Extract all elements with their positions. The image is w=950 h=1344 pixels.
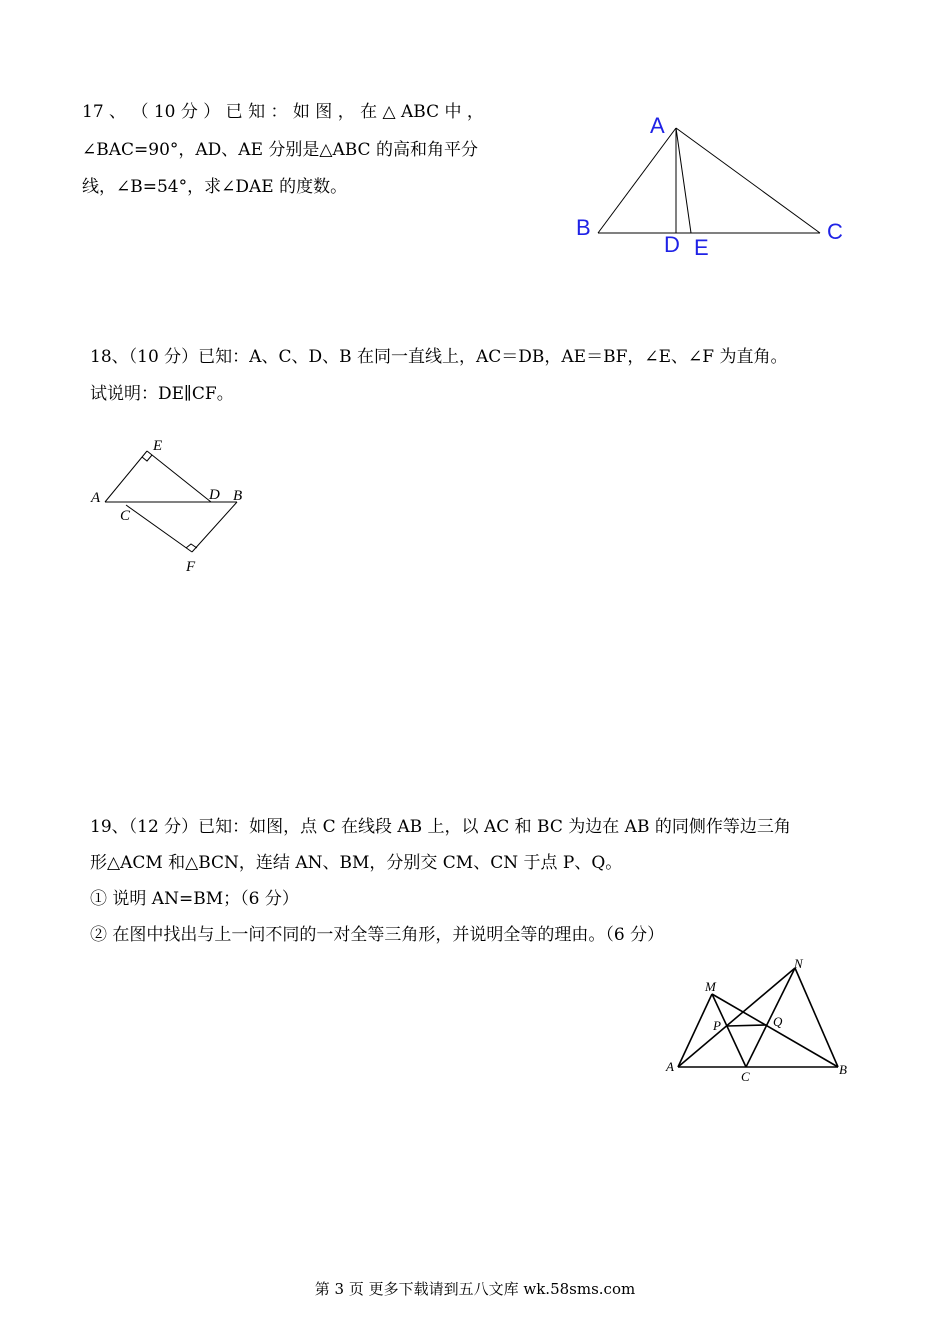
q19-label-c: C (741, 1069, 750, 1084)
q19-label-n: N (794, 956, 803, 971)
q19-line-4: ② 在图中找出与上一问不同的一对全等三角形，并说明全等的理由。（6 分） (90, 925, 665, 945)
q18-label-a: A (91, 490, 101, 506)
q17-line-2: ∠BAC=90°，AD、AE 分别是△ABC 的高和角平分 (82, 140, 478, 160)
q17-side-ac (676, 128, 820, 233)
q17-bisector-ae (676, 128, 691, 233)
q18-line-1: 18、（10 分）已知：A、C、D、B 在同一直线上，AC＝DB，AE＝BF，∠E、∠F 为直角。 (90, 347, 788, 367)
q19-line-2: 形△ACM 和△BCN，连结 AN、BM，分别交 CM、CN 于点 P、Q。 (90, 853, 623, 873)
q19-label-m: M (705, 979, 716, 994)
q18-right-angle-f (186, 544, 197, 548)
q17-label-c: C (827, 219, 843, 244)
q17-line-3: 线，∠B=54°，求∠DAE 的度数。 (82, 177, 348, 197)
q17-label-b: B (576, 215, 591, 240)
q18-label-e: E (153, 438, 163, 454)
q19-segment-bm (712, 994, 838, 1067)
q19-line-3: ① 说明 AN=BM；（6 分） (90, 889, 299, 909)
q18-line-2: 试说明：DE∥CF。 (90, 384, 234, 404)
q17-side-ab (598, 128, 676, 233)
q18-label-f: F (186, 559, 196, 575)
q19-label-b: B (839, 1062, 847, 1077)
q18-segment-ae (105, 451, 147, 502)
q17-label-d: D (664, 232, 680, 257)
q17-triangle-figure (560, 105, 860, 265)
q19-line-1: 19、（12 分）已知：如图，点 C 在线段 AB 上，以 AC 和 BC 为边在 AB 的同侧作等边三角 (90, 817, 791, 837)
q18-segment-bf (192, 502, 237, 552)
q17-label-a: A (650, 113, 665, 138)
page-footer: 第 3 页 更多下载请到五八文库 wk.58sms.com (314, 1280, 636, 1298)
q18-label-d: D (209, 487, 220, 503)
q19-label-q: Q (773, 1014, 783, 1029)
q18-segment-fc (126, 505, 192, 552)
q17-label-e: E (694, 235, 709, 260)
q19-segment-pq (727, 1025, 767, 1026)
q18-figure (85, 430, 265, 580)
q19-label-p: P (713, 1018, 721, 1033)
q18-segment-ed (147, 451, 211, 502)
q19-side-nb (795, 968, 838, 1067)
q18-label-b: B (233, 488, 243, 504)
q19-label-a: A (666, 1059, 674, 1074)
q18-label-c: C (120, 508, 131, 524)
q19-side-am (678, 994, 712, 1067)
q17-line-1: 17 、 （ 10 分 ） 已 知 ： 如 图 ， 在 △ ABC 中 ， (82, 102, 484, 122)
q19-figure (660, 950, 860, 1090)
